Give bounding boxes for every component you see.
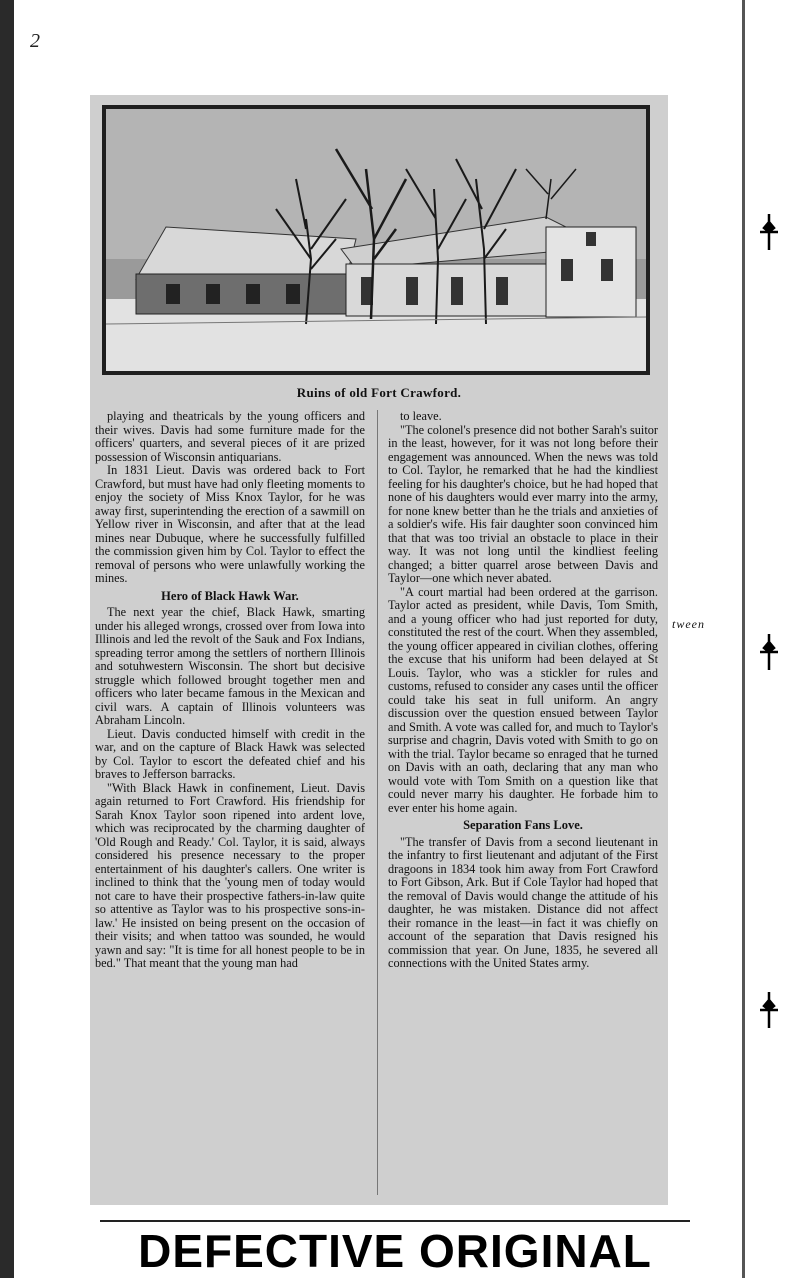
fleur-marker-icon — [758, 632, 780, 672]
paragraph: "The colonel's presence did not bother Sarah's suitor in the least, however, for it was not long before their engagement was announced. When the news was told to Col. Taylor, he remarked that he had the kindliest feeling for his daughter's choice, but he had hoped that none of his daughters would ever marry into the army, for none knew better than he the trials and anxieties of a soldier's wife. His fair daughter soon convinced him that that was too trivial an obstacle to place in their way. It was not long until the kindliest feeling changed; a bitter quarrel arose between Davis and Taylor—one which never abated. — [388, 422, 658, 585]
fleur-marker-icon — [758, 990, 780, 1030]
subheading: Hero of Black Hawk War. — [161, 588, 299, 603]
fleur-marker-icon — [758, 212, 780, 252]
paragraph: "The transfer of Davis from a second lieutenant in the infantry to first lieutenant and adjutant of the First dragoons in 1834 took him away from Fort Crawford to Fort Gibson, Ark. But if Cole Taylor had hoped that the removal of Davis would change the attitude of his daughter, he was mistaken. Distance did not affect their romance in the least—in fact it was chiefly on account of the separation that Davis resigned his commission that year. On June, 1835, he severed all connections with the United States army. — [388, 834, 658, 970]
photo-caption: Ruins of old Fort Crawford. — [296, 385, 462, 400]
subheading: Separation Fans Love. — [463, 818, 583, 832]
paragraph: "A court martial had been ordered at the garrison. Taylor acted as president, while Davis, Tom Smith, and a young officer who had just reported for duty, constituted the rest of the court. When they assembled, the young officer appeared in civilian clothes, offering the excuse that his uniform had been delayed at St Louis. Taylor, who was a stickler for rules and customs, refused to consider any cases until the officer could take his seat in full uniform. An angry discussion over the question ensued between Taylor and Smith. A vote was called for, and much to Taylor's surprise and chagrin, Davis voted with Smith to go on with the trial. Taylor became so enraged that he turned on Davis with an oath, declaring that any man who would vote with Tom Smith on a question like that could never marry his daughter. He forbade him to ever enter his home again. — [388, 584, 658, 815]
newspaper-clipping — [90, 95, 668, 1205]
fort-ruins-illustration — [106, 109, 646, 371]
column-divider — [377, 410, 378, 1195]
scan-edge-left — [0, 0, 14, 1278]
page-number: 2 — [30, 30, 40, 52]
paragraph: playing and theatricals by the young officers and their wives. Davis had some furniture made for the officers' quarters, and several pieces of it are prized possession of Wisconsin antiquarians. — [95, 410, 365, 464]
article-column-left — [95, 410, 365, 1200]
article-column-right — [388, 410, 658, 1200]
paragraph: Lieut. Davis conducted himself with credit in the war, and on the capture of Black Hawk was selected by Col. Taylor to escort the defeated chief and his braves to Jefferson barracks. — [95, 726, 365, 781]
scan-edge-right — [742, 0, 745, 1278]
defective-original-stamp: DEFECTIVE ORIGINAL — [100, 1220, 690, 1278]
fort-crawford-photo — [102, 105, 650, 375]
handwritten-margin-note: tween — [672, 617, 705, 631]
paragraph: The next year the chief, Black Hawk, smarting under his alleged wrongs, crossed over from Iowa into Illinois and led the revolt of the Sauk and Fox Indians, spreading terror among the settlers of northern Illinois and sotuhwestern Wisconsin. The short but decisive struggle which followed brought together men and officers who later became famous in the Mexican and civil wars. A captain of Illinois volunteers was Abraham Lincoln. — [95, 605, 365, 727]
paragraph: to leave. — [400, 410, 442, 423]
paragraph: In 1831 Lieut. Davis was ordered back to Fort Crawford, but must have had only fleeting moments to enjoy the society of Miss Knox Taylor, for he was away first, superintending the erection of a sawmill on Yellow river in Wisconsin, and after that at the lead mines near Dubuque, where he successfully fulfilled the commission given him by Col. Taylor to effect the removal of persons who were unlawfully working the mines. — [95, 463, 365, 585]
paragraph: "With Black Hawk in confinement, Lieut. Davis again returned to Fort Crawford. His friendship for Sarah Knox Taylor soon ripened into ardent love, which was reciprocated by the charming daughter of 'Old Rough and Ready.' Col. Taylor, it is said, always considered his presence necessary to the proper entertainment of his daughter's callers. One writer is inclined to think that the 'young men of today would not care to have their prospective fathers-in-law quite so attentive as Taylor was to his prospective sons-in-law.' He insisted on being present on the occasion of their visits; and when tattoo was sounded, he would yawn and say: "It is time for all honest people to be in bed." That meant that the young man had — [95, 780, 365, 970]
